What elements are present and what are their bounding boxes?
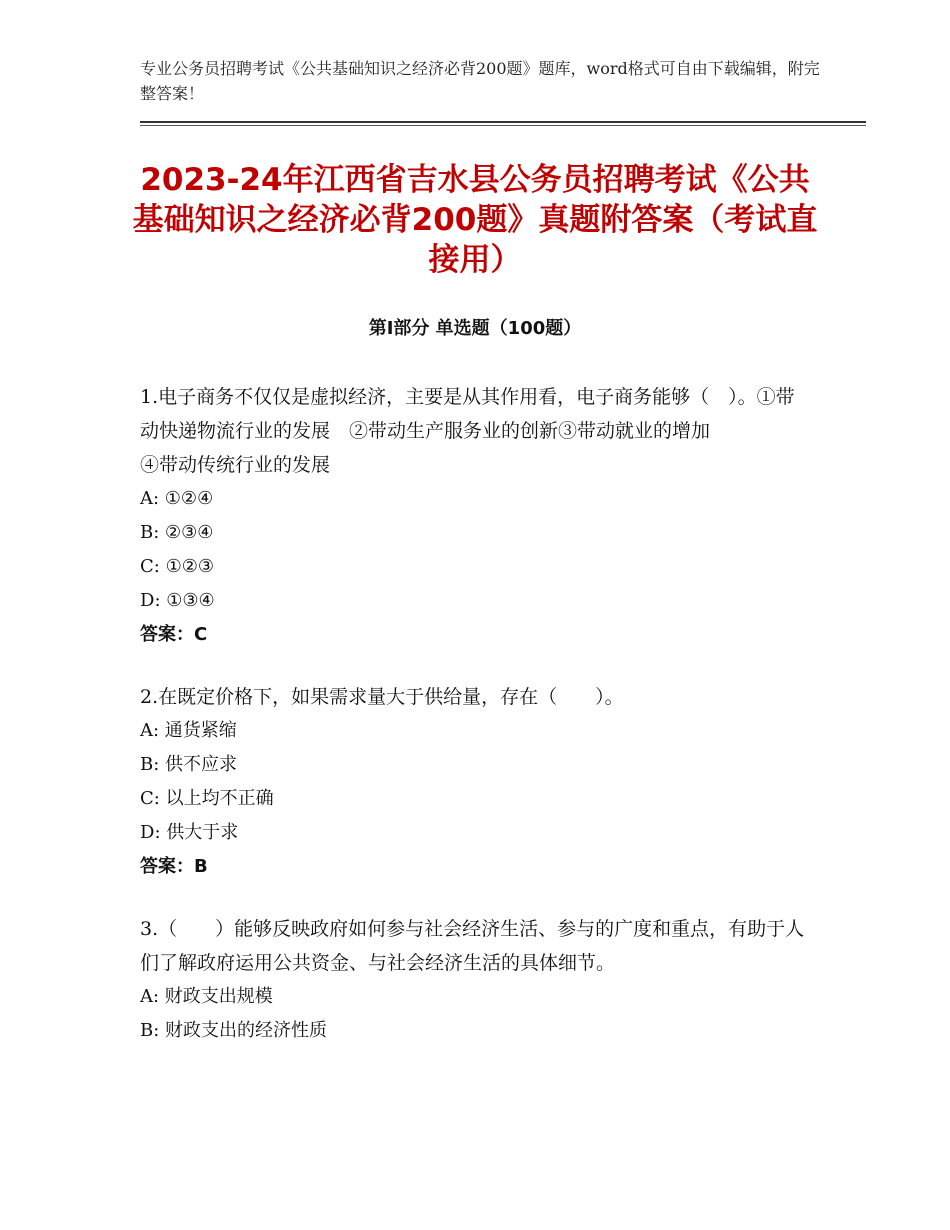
option-separator: : <box>153 522 166 543</box>
header-divider-thin <box>140 125 866 126</box>
option-text: ②③④ <box>165 522 214 543</box>
question-stem: 3.（ ）能够反映政府如何参与社会经济生活、参与的广度和重点，有助于人们了解政府运用公共资金、与社会经济生活的具体细节。 <box>140 918 805 974</box>
option-text: 财政支出规模 <box>164 986 273 1007</box>
option-separator: : <box>153 1020 166 1041</box>
question-stem: 1.电子商务不仅仅是虚拟经济，主要是从其作用看，电子商务能够（ ）。①带动快递物流行业的发展 ②带动生产服务业的创新③带动就业的增加 ④带动传统行业的发展 <box>140 386 806 476</box>
answer-option <box>140 980 810 1014</box>
option-separator: : <box>153 556 166 577</box>
option-separator: : <box>153 754 166 775</box>
option-separator: : <box>154 822 167 843</box>
answer-option <box>140 816 810 850</box>
option-text: 供大于求 <box>166 822 239 843</box>
option-text: 以上均不正确 <box>165 788 274 809</box>
question-item <box>140 912 810 1048</box>
option-text: 供不应求 <box>165 754 238 775</box>
option-letter: D <box>140 822 155 843</box>
option-letter: C <box>140 788 154 809</box>
option-letter: A <box>140 986 153 1007</box>
option-text: ①②④ <box>164 488 214 509</box>
option-letter: A <box>140 488 153 509</box>
question-item <box>140 680 810 884</box>
option-separator: : <box>153 720 165 741</box>
document-title: 2023-24年江西省吉水县公务员招聘考试《公共基础知识之经济必背200题》真题附答案（考试直接用） <box>132 162 818 278</box>
option-separator: : <box>153 488 165 509</box>
option-letter: B <box>140 754 154 775</box>
option-letter: B <box>140 522 154 543</box>
header-note: 专业公务员招聘考试《公共基础知识之经济必背200题》题库，word格式可自由下载编辑，附完整答案！ <box>140 59 820 103</box>
option-separator: : <box>153 788 166 809</box>
option-letter: A <box>140 720 153 741</box>
answer-key <box>140 850 810 884</box>
answer-option <box>140 482 810 516</box>
option-text: ①②③ <box>165 556 214 577</box>
question-item <box>140 380 810 652</box>
option-separator: : <box>153 986 165 1007</box>
header-divider-thick <box>140 121 866 123</box>
option-text: 通货紧缩 <box>164 720 237 741</box>
answer-option <box>140 516 810 550</box>
answer-value: C <box>194 624 208 645</box>
option-text: ①③④ <box>166 590 215 611</box>
answer-value: B <box>194 856 208 877</box>
option-letter: D <box>140 590 155 611</box>
option-separator: : <box>154 590 167 611</box>
option-letter: C <box>140 556 154 577</box>
answer-option <box>140 748 810 782</box>
answer-label: 答案： <box>140 624 194 645</box>
question-list <box>140 380 810 1076</box>
answer-key <box>140 618 810 652</box>
answer-option <box>140 1014 810 1048</box>
option-text: 财政支出的经济性质 <box>165 1020 328 1041</box>
answer-option <box>140 782 810 816</box>
answer-option <box>140 584 810 618</box>
question-stem: 2.在既定价格下，如果需求量大于供给量，存在（ ）。 <box>140 686 624 708</box>
answer-option <box>140 550 810 584</box>
option-letter: B <box>140 1020 154 1041</box>
section-title: 第Ⅰ部分 单选题（100题） <box>368 318 582 339</box>
answer-option <box>140 714 810 748</box>
answer-label: 答案： <box>140 856 194 877</box>
